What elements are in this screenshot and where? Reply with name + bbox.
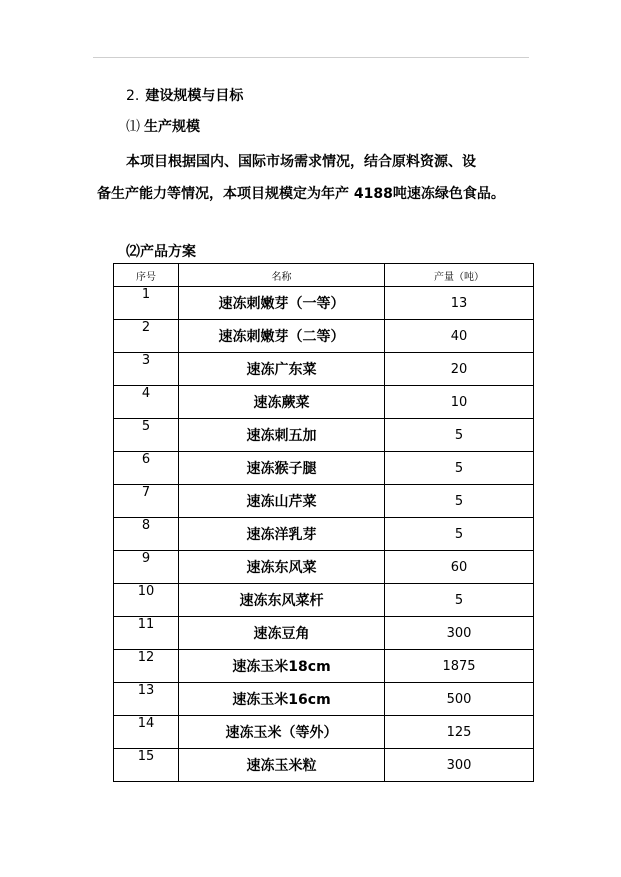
product-table: [113, 263, 534, 782]
table-body: [114, 287, 534, 782]
product-quantity: 13: [385, 287, 534, 320]
row-number: 9: [114, 551, 179, 584]
product-quantity: 10: [385, 386, 534, 419]
header-qty: 产量（吨）: [385, 264, 534, 287]
product-quantity: 5: [385, 452, 534, 485]
row-number: 3: [114, 353, 179, 386]
table-row: [114, 716, 534, 749]
row-number: 15: [114, 749, 179, 782]
paragraph-line-2: 备生产能力等情况，本项目规模定为年产 4188吨速冻绿色食品。: [97, 186, 505, 202]
table-row: [114, 353, 534, 386]
product-quantity: 5: [385, 419, 534, 452]
table-row: [114, 320, 534, 353]
table-row: [114, 617, 534, 650]
product-name: 速冻玉米18cm: [179, 650, 385, 683]
section-number: 2.: [126, 88, 140, 104]
product-name: 速冻山芹菜: [179, 485, 385, 518]
row-number: 5: [114, 419, 179, 452]
subsection-number: ⑴: [126, 119, 140, 135]
row-number: 4: [114, 386, 179, 419]
product-name: 速冻玉米（等外）: [179, 716, 385, 749]
row-number: 8: [114, 518, 179, 551]
row-number: 2: [114, 320, 179, 353]
header-no: 序号: [114, 264, 179, 287]
row-number: 1: [114, 287, 179, 320]
row-number: 6: [114, 452, 179, 485]
product-quantity: 5: [385, 518, 534, 551]
product-quantity: 300: [385, 617, 534, 650]
product-name: 速冻豆角: [179, 617, 385, 650]
table-row: [114, 485, 534, 518]
section-title: 建设规模与目标: [145, 88, 244, 104]
table-row: [114, 518, 534, 551]
table-row: [114, 386, 534, 419]
table-row: [114, 551, 534, 584]
section-heading: [126, 85, 243, 105]
subsection-heading: [126, 116, 200, 136]
row-number: 11: [114, 617, 179, 650]
product-quantity: 300: [385, 749, 534, 782]
product-quantity: 60: [385, 551, 534, 584]
table-row: [114, 584, 534, 617]
row-number: 10: [114, 584, 179, 617]
row-number: 13: [114, 683, 179, 716]
table-row: [114, 749, 534, 782]
body-paragraph: [97, 146, 527, 210]
table-header-row: [114, 264, 534, 287]
header-name: 名称: [179, 264, 385, 287]
product-quantity: 125: [385, 716, 534, 749]
table-row: [114, 452, 534, 485]
table-row: [114, 683, 534, 716]
product-name: 速冻玉米16cm: [179, 683, 385, 716]
subsection-title: 生产规模: [144, 119, 200, 135]
paragraph-line-1: 本项目根据国内、国际市场需求情况，结合原料资源、设: [126, 154, 476, 170]
header-rule: [93, 57, 529, 58]
product-name: 速冻东风菜: [179, 551, 385, 584]
row-number: 7: [114, 485, 179, 518]
table-row: [114, 419, 534, 452]
product-name: 速冻刺嫩芽（一等）: [179, 287, 385, 320]
row-number: 12: [114, 650, 179, 683]
product-quantity: 500: [385, 683, 534, 716]
product-name: 速冻洋乳芽: [179, 518, 385, 551]
table-row: [114, 650, 534, 683]
product-name: 速冻猴子腿: [179, 452, 385, 485]
product-quantity: 40: [385, 320, 534, 353]
product-name: 速冻刺嫩芽（二等）: [179, 320, 385, 353]
product-quantity: 20: [385, 353, 534, 386]
product-quantity: 1875: [385, 650, 534, 683]
product-name: 速冻刺五加: [179, 419, 385, 452]
product-quantity: 5: [385, 485, 534, 518]
product-quantity: 5: [385, 584, 534, 617]
row-number: 14: [114, 716, 179, 749]
product-name: 速冻东风菜杆: [179, 584, 385, 617]
product-name: 速冻蕨菜: [179, 386, 385, 419]
product-name: 速冻广东菜: [179, 353, 385, 386]
table-caption: ⑵产品方案: [126, 244, 196, 260]
product-name: 速冻玉米粒: [179, 749, 385, 782]
table-row: [114, 287, 534, 320]
